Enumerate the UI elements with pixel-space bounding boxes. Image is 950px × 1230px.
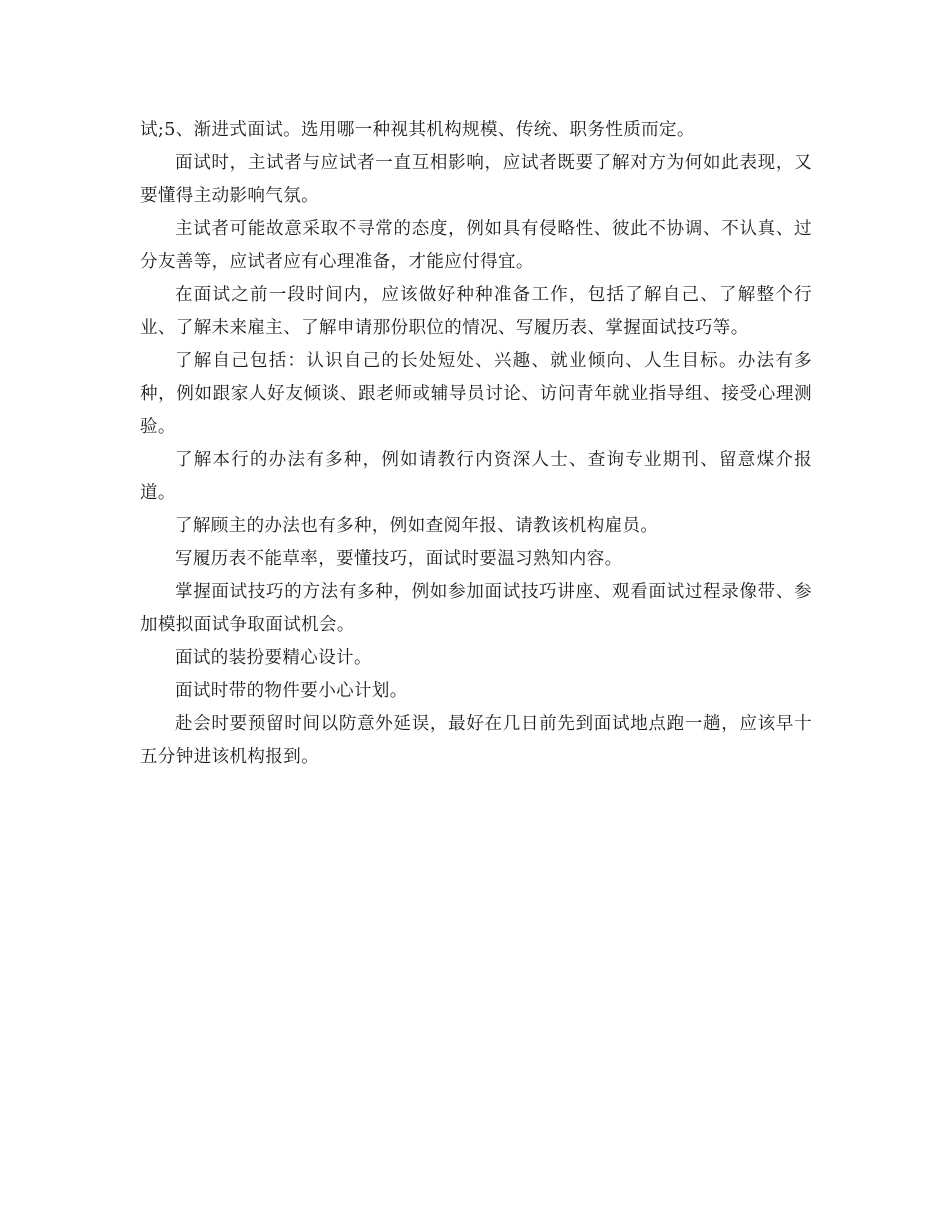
paragraph-8: 写履历表不能草率，要懂技巧，面试时要温习熟知内容。	[175, 549, 623, 569]
document-body	[140, 114, 812, 774]
paragraph-3: 主试者可能故意采取不寻常的态度，例如具有侵略性、彼此不协调、不认真、过分友善等，应试者应有心理准备，才能应付得宜。	[140, 219, 812, 272]
paragraph-5: 了解自己包括：认识自己的长处短处、兴趣、就业倾向、人生目标。办法有多种，例如跟家人好友倾谈、跟老师或辅导员讨论、访问青年就业指导组、接受心理测验。	[140, 351, 812, 437]
paragraph-4: 在面试之前一段时间内，应该做好种种准备工作，包括了解自己、了解整个行业、了解未来雇主、了解申请那份职位的情况、写履历表、掌握面试技巧等。	[140, 285, 812, 338]
paragraph-11: 面试时带的物件要小心计划。	[175, 681, 408, 701]
paragraph-1: 试;5、渐进式面试。选用哪一种视其机构规模、传统、职务性质而定。	[140, 120, 695, 140]
paragraph-2: 面试时，主试者与应试者一直互相影响，应试者既要了解对方为何如此表现，又要懂得主动影响气氛。	[140, 153, 812, 206]
paragraph-9: 掌握面试技巧的方法有多种，例如参加面试技巧讲座、观看面试过程录像带、参加模拟面试争取面试机会。	[140, 582, 812, 635]
paragraph-7: 了解顾主的办法也有多种，例如查阅年报、请教该机构雇员。	[175, 516, 659, 536]
paragraph-12: 赴会时要预留时间以防意外延误，最好在几日前先到面试地点跑一趟，应该早十五分钟进该机构报到。	[140, 714, 812, 767]
paragraph-6: 了解本行的办法有多种，例如请教行内资深人士、查询专业期刊、留意煤介报道。	[140, 450, 812, 503]
paragraph-10: 面试的装扮要精心设计。	[175, 648, 372, 668]
